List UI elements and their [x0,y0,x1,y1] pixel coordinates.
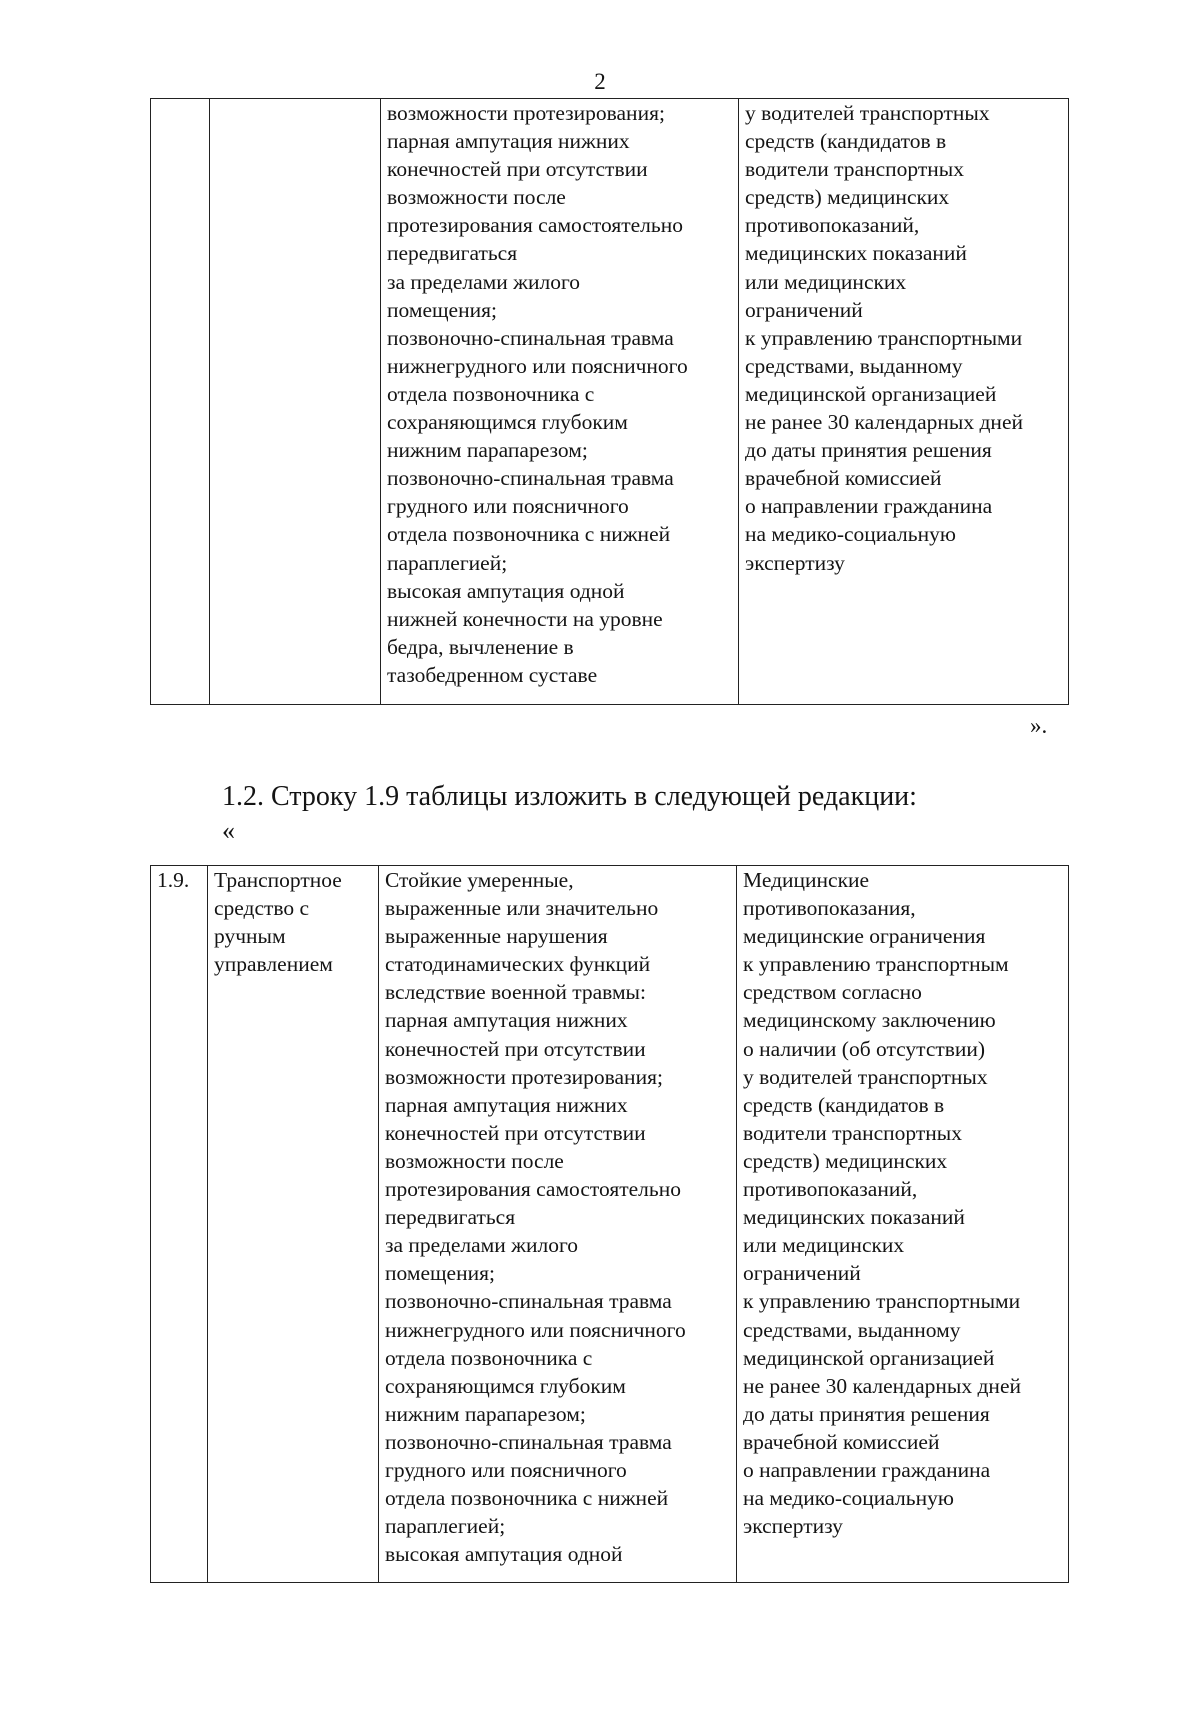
cell-text-line: позвоночно-спинальная травма [387,466,674,491]
vehicle-category-cell [210,99,381,705]
cell-text-line: до даты принятия решения [743,1401,990,1426]
cell-text-line: экспертизу [745,550,845,575]
cell-text-line: грудного или поясничного [385,1457,627,1482]
cell-text-line: средствами, выданному [743,1317,961,1342]
cell-text-line: отдела позвоночника с нижней [387,522,671,547]
cell-text-line: возможности после [385,1148,564,1173]
cell-text-line: позвоночно-спинальная травма [385,1289,672,1314]
cell-text-line: ограничений [745,297,863,322]
cell-text-line: медицинские ограничения [743,924,986,949]
cell-text-line: управлением [214,952,333,977]
cell-text-line: Транспортное [214,868,342,892]
row-number-cell [151,866,208,1583]
closing-quote: ». [1030,713,1048,738]
cell-text-line: водители транспортных [745,157,964,182]
cell-text-line: о направлении гражданина [743,1457,991,1482]
cell-text-line: отдела позвоночника с [387,381,595,406]
cell-text-line: к управлению транспортными [745,325,1023,350]
conditions-cell [381,99,739,705]
cell-text-line: нижнегрудного или поясничного [385,1317,686,1342]
cell-text-line: о наличии (об отсутствии) [743,1036,986,1061]
cell-text-line: или медицинских [743,1233,905,1258]
cell-text-line: средств (кандидатов в [745,129,947,154]
table-row [151,99,1069,705]
cell-text-line: тазобедренном суставе [387,662,598,687]
cell-text-line: параплегией; [385,1514,506,1539]
cell-text-line: возможности после [387,185,566,210]
cell-text-line: медицинских показаний [745,241,967,266]
cell-text-line: ограничений [743,1261,861,1286]
cell-text-line: к управлению транспортным [743,952,1009,977]
cell-text-line: отдела позвоночника с [385,1345,593,1370]
cell-text-line: нижним парапарезом; [387,438,588,463]
cell-text-line: у водителей транспортных [743,1064,988,1089]
cell-text-line: медицинскому заключению [743,1008,996,1033]
amendment-instruction: 1.2. Строку 1.9 таблицы изложить в следующей редакции: [222,781,917,812]
cell-text-line: грудного или поясничного [387,494,629,519]
vehicle-category-cell [208,866,379,1583]
cell-text-line: помещения; [385,1261,495,1286]
cell-text-line: врачебной комиссией [745,466,942,491]
cell-text-line: до даты принятия решения [745,438,992,463]
cell-text-line: медицинской организацией [745,381,997,406]
cell-text-line: передвигаться [385,1205,516,1230]
cell-text-line: экспертизу [743,1514,843,1539]
cell-text-line: параплегией; [387,550,508,575]
cell-text-line: противопоказания, [743,896,916,921]
conditions-cell [379,866,737,1583]
cell-text-line: конечностей при отсутствии [385,1036,646,1061]
cell-text-line: протезирования самостоятельно [387,213,683,238]
cell-text-line: средство с [214,896,310,921]
cell-text-line: на медико-социальную [745,522,956,547]
row-number: 1.9. [157,868,190,892]
cell-text-line: за пределами жилого [387,269,581,294]
cell-text-line: о направлении гражданина [745,494,993,519]
cell-text-line: водители транспортных [743,1120,962,1145]
cell-text-line: средствами, выданному [745,353,963,378]
cell-text-line: парная ампутация нижних [385,1008,628,1033]
cell-text-line: или медицинских [745,269,907,294]
number-cell [151,99,210,705]
cell-text-line: противопоказаний, [743,1177,918,1202]
cell-text-line: средств) медицинских [743,1148,948,1173]
cell-text-line: не ранее 30 календарных дней [745,410,1023,435]
cell-text-line: сохраняющимся глубоким [385,1373,626,1398]
cell-text-line: позвоночно-спинальная травма [385,1429,672,1454]
cell-text-line: ручным [214,924,286,949]
cell-text-line: выраженные нарушения [385,924,608,949]
cell-text-line: конечностей при отсутствии [385,1120,646,1145]
cell-text-line: медицинских показаний [743,1205,965,1230]
cell-text-line: средством согласно [743,980,922,1005]
cell-text-line: противопоказаний, [745,213,920,238]
table-continuation [150,98,1069,705]
cell-text-line: помещения; [387,297,497,322]
cell-text-line: выраженные или значительно [385,896,659,921]
cell-text-line: возможности протезирования; [387,101,665,125]
cell-text-line: Стойкие умеренные, [385,868,574,892]
documents-cell [739,99,1069,705]
cell-text-line: конечностей при отсутствии [387,157,648,182]
cell-text-line: средств (кандидатов в [743,1092,945,1117]
cell-text-line: врачебной комиссией [743,1429,940,1454]
cell-text-line: высокая ампутация одной [387,578,625,603]
page-number: 2 [594,69,606,94]
cell-text-line: сохраняющимся глубоким [387,410,628,435]
cell-text-line: нижней конечности на уровне [387,606,663,631]
cell-text-line: позвоночно-спинальная травма [387,325,674,350]
cell-text-line: статодинамических функций [385,952,651,977]
cell-text-line: на медико-социальную [743,1486,954,1511]
cell-text-line: отдела позвоночника с нижней [385,1486,669,1511]
cell-text-line: бедра, вычленение в [387,634,574,659]
cell-text-line: передвигаться [387,241,518,266]
cell-text-line: не ранее 30 календарных дней [743,1373,1021,1398]
opening-quote: « [222,816,235,845]
cell-text-line: к управлению транспортными [743,1289,1021,1314]
cell-text-line: нижнегрудного или поясничного [387,353,688,378]
table-row-1-9 [150,865,1069,1583]
cell-text-line: Медицинские [743,868,870,892]
cell-text-line: медицинской организацией [743,1345,995,1370]
cell-text-line: нижним парапарезом; [385,1401,586,1426]
cell-text-line: парная ампутация нижних [387,129,630,154]
cell-text-line: у водителей транспортных [745,101,990,125]
cell-text-line: возможности протезирования; [385,1064,663,1089]
cell-text-line: вследствие военной травмы: [385,980,646,1005]
cell-text-line: протезирования самостоятельно [385,1177,681,1202]
documents-cell [737,866,1069,1583]
table-row [151,866,1069,1583]
cell-text-line: за пределами жилого [385,1233,579,1258]
cell-text-line: высокая ампутация одной [385,1542,623,1567]
cell-text-line: средств) медицинских [745,185,950,210]
cell-text-line: парная ампутация нижних [385,1092,628,1117]
